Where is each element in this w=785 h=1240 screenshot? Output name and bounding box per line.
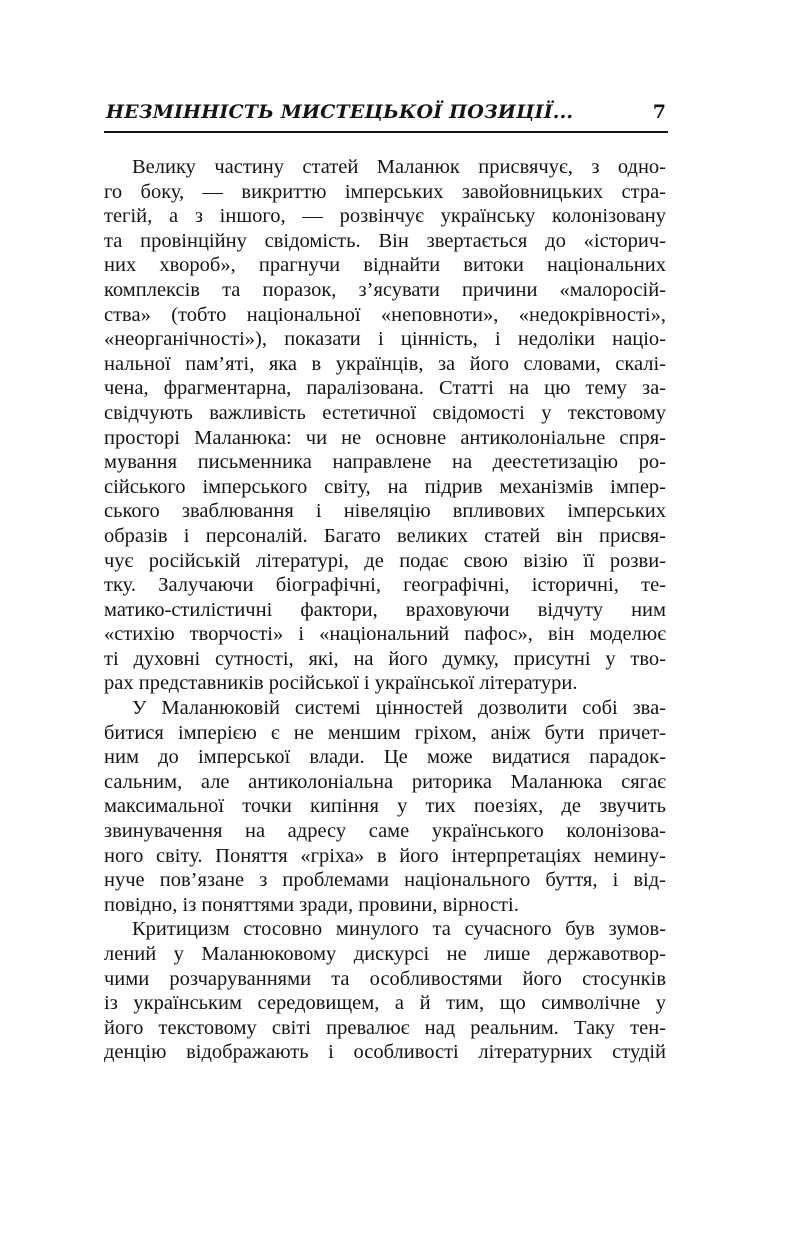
text-line: чує російській літературі, де подає свою візію її розви-: [104, 549, 666, 572]
text-line: мування письменника направлене на деестетизацію ро-: [104, 451, 666, 474]
text-line: лений у Маланюковому дискурсі не лише державотвор-: [104, 943, 666, 965]
text-line: го боку, — викриттю імперських завойовницьких стра-: [104, 180, 666, 203]
text-line: сальним, але антиколоніальна риторика Маланюка сягає: [104, 770, 666, 793]
text-line: звинувачення на адресу саме українського колонізова-: [104, 820, 666, 843]
text-line: нальної пам’яті, яка в українців, за його словами, скалі-: [104, 352, 666, 375]
text-line: У Маланюковій системі цінностей дозволити собі зва-: [132, 697, 666, 720]
text-line: тку. Залучаючи біографічні, географічні, історичні, те-: [104, 574, 666, 597]
running-title: НЕЗМІННІСТЬ МИСТЕЦЬКОЇ ПОЗИЦІЇ...: [106, 101, 574, 123]
text-line: них хвороб», прагнучи віднайти витоки національних: [104, 254, 666, 277]
text-line: образів і персоналій. Багато великих статей він присвя-: [104, 524, 666, 547]
text-line: чена, фрагментарна, паралізована. Статті на цю тему за-: [104, 377, 666, 400]
text-line: ства» (тобто національної «неповноти», «недокрівності»,: [104, 303, 666, 326]
body-text: [104, 155, 666, 1065]
paragraph-3: [104, 917, 666, 1065]
text-line: «неорганічності»), показати і цінність, і недоліки націо-: [104, 328, 666, 351]
text-line: сійського імперського світу, на підрив механізмів імпер-: [104, 475, 666, 498]
text-line: Велику частину статей Маланюк присвячує, з одно-: [132, 156, 666, 178]
text-line: та провінційну свідомість. Він звертається до «історич-: [104, 229, 666, 252]
text-line: матико-стилістичні фактори, враховуючи відчуту ним: [104, 598, 666, 621]
text-line: максимальної точки кипіння у тих поезіях, де звучить: [104, 795, 666, 818]
text-line: чими розчаруваннями та особливостями його стосунків: [104, 967, 666, 990]
text-line: битися імперією є не меншим гріхом, аніж бути причет-: [104, 721, 666, 744]
text-line: свідчують важливість естетичної свідомості у текстовому: [104, 401, 666, 424]
text-line: просторі Маланюка: чи не основне антиколоніальне спря-: [104, 426, 666, 449]
text-line: повідно, із поняттями зради, провини, вірності.: [104, 893, 519, 916]
running-head: [104, 99, 668, 133]
text-line: комплексів та поразок, з’ясувати причини «малоросій-: [104, 278, 666, 301]
text-line: рах представників російської і української літератури.: [104, 672, 578, 695]
text-line: тегій, а з іншого, — розвінчує українську колонізовану: [104, 205, 666, 228]
text-line: денцію відображають і особливості літературних студій: [104, 1041, 666, 1064]
page-number: 7: [652, 101, 666, 123]
text-line: «стихію творчості» і «національний пафос», він моделює: [104, 623, 666, 646]
paragraph-1: [104, 155, 666, 696]
text-line: Критицизм стосовно минулого та сучасного був зумов-: [132, 918, 666, 941]
text-line: його текстовому світі превалює над реальним. Таку тен-: [104, 1016, 666, 1039]
paragraph-2: [104, 696, 666, 917]
text-line: ського зваблювання і нівеляцію впливових імперських: [104, 500, 666, 523]
text-line: із українським середовищем, а й тим, що символічне у: [104, 992, 666, 1015]
text-line: ним до імперської влади. Це може видатися парадок-: [104, 746, 666, 769]
text-line: ті духовні сутності, які, на його думку, присутні у тво-: [104, 647, 666, 670]
text-line: ного світу. Поняття «гріха» в його інтерпретаціях немину-: [104, 844, 666, 867]
text-line: нуче пов’язане з проблемами національного буття, і від-: [104, 869, 666, 892]
